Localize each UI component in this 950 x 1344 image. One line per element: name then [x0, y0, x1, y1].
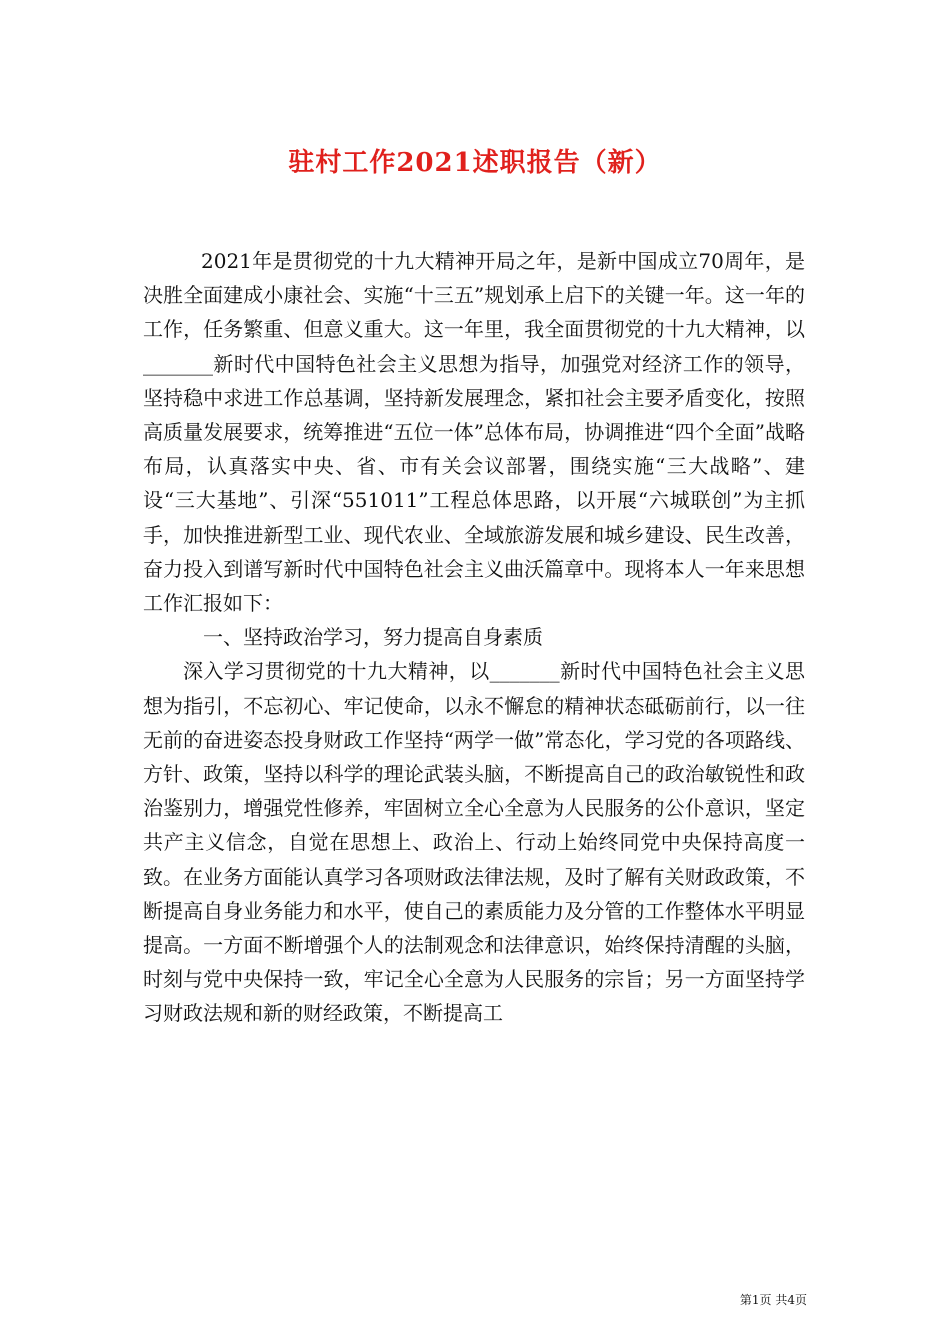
document-title: 驻村工作2021述职报告（新） [288, 148, 662, 179]
section-heading: 一、坚持政治学习，努力提高自身素质 [203, 625, 543, 650]
document-body [143, 244, 805, 1031]
intro-paragraph: 2021年是贯彻党的十九大精神开局之年，是新中国成立70周年，是决胜全面建成小康社会、实施“十三五”规划承上启下的关键一年。这一年的工作，任务繁重、但意义重大。这一年里，我全面贯彻党的十九大精神，以_______新时代中国特色社会主义思想为指导，加强党对经济工作的领导，坚持稳中求进工作总基调，坚持新发展理念，紧扣社会主要矛盾变化，按照高质量发展要求，统筹推进“五位一体”总体布局，协调推进“四个全面”战略布局，认真落实中央、省、市有关会议部署，围绕实施“三大战略”、建设“三大基地”、引深“551011”工程总体思路，以开展“六城联创”为主抓手，加快推进新型工业、现代农业、全域旅游发展和城乡建设、民生改善，奋力投入到谱写新时代中国特色社会主义曲沃篇章中。现将本人一年来思想工作汇报如下： [143, 249, 805, 616]
page-number: 第1页 共4页 [739, 1293, 807, 1307]
section-paragraph: 深入学习贯彻党的十九大精神，以_______新时代中国特色社会主义思想为指引，不忘初心、牢记使命，以永不懈怠的精神状态砥砺前行，以一往无前的奋进姿态投身财政工作坚持“两学一做”常态化，学习党的各项路线、方针、政策，坚持以科学的理论武装头脑，不断提高自己的政治敏锐性和政治鉴别力，增强党性修养，牢固树立全心全意为人民服务的公仆意识，坚定共产主义信念，自觉在思想上、政治上、行动上始终同党中央保持高度一致。在业务方面能认真学习各项财政法律法规，及时了解有关财政政策，不断提高自身业务能力和水平，使自己的素质能力及分管的工作整体水平明显提高。一方面不断增强个人的法制观念和法律意识，始终保持清醒的头脑，时刻与党中央保持一致，牢记全心全意为人民服务的宗旨；另一方面坚持学习财政法规和新的财经政策，不断提高工 [143, 659, 805, 1026]
